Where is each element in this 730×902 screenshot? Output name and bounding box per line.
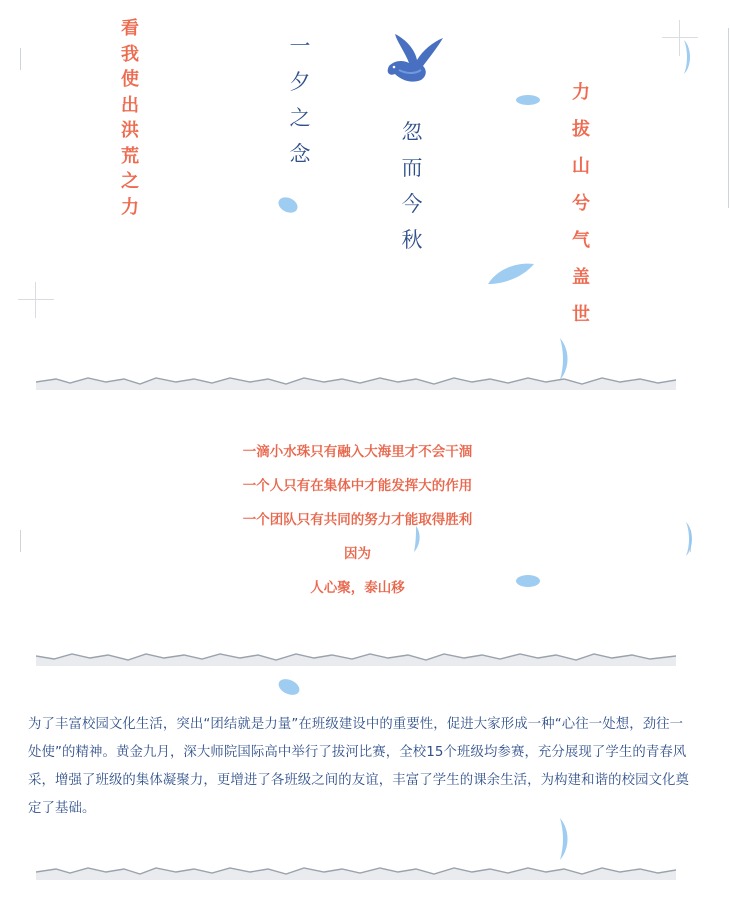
poem-char: 念 (289, 142, 311, 166)
title-char: 之 (121, 171, 139, 192)
quote-block (190, 435, 525, 605)
crosshair-icon (18, 282, 54, 318)
poem-char: 之 (289, 106, 311, 130)
torn-paper-edge (36, 370, 676, 392)
quote-line: 一个团队只有共同的努力才能取得胜利 (242, 512, 473, 528)
bird-icon (381, 30, 447, 90)
feather-icon (276, 194, 300, 216)
title-char: 盖 (572, 267, 590, 288)
poem-column-2 (398, 114, 426, 258)
quote-line: 一个人只有在集体中才能发挥大的作用 (242, 478, 473, 494)
title-char: 力 (572, 82, 590, 103)
title-char: 山 (572, 156, 590, 177)
body-paragraph: 为了丰富校园文化生活，突出“团结就是力量”在班级建设中的重要性，促进大家形成一种“心往一处想，劲往一处使”的精神。黄金九月，深大师院国际高中举行了拔河比赛，全校15个班级均参赛，充分展现了学生的青春风采，增强了班级的集体凝聚力，更增进了各班级之间的友谊，丰富了学生的课余生活，为构建和谐的校园文化奠定了基础。 (28, 717, 690, 816)
poem-char: 忽 (401, 120, 423, 144)
feather-icon (682, 520, 696, 558)
title-char: 兮 (572, 193, 590, 214)
feather-icon (484, 260, 538, 288)
title-char: 我 (121, 43, 139, 65)
quote-line: 因为 (344, 546, 371, 562)
title-char: 荒 (121, 145, 139, 167)
poem-char: 今 (401, 192, 423, 216)
quote-line: 一滴小水珠只有融入大海里才不会干涸 (242, 444, 473, 460)
title-char: 看 (121, 18, 139, 39)
feather-icon (276, 676, 302, 698)
torn-paper-edge (36, 646, 676, 668)
feather-icon (680, 38, 694, 76)
title-char: 力 (121, 196, 139, 218)
poem-column-1 (286, 28, 314, 172)
title-char: 出 (121, 94, 139, 116)
feather-icon (514, 92, 542, 108)
poem-char: 秋 (401, 228, 423, 252)
title-char: 洪 (121, 120, 139, 141)
title-char: 使 (121, 69, 139, 90)
poem-char: 夕 (289, 70, 311, 94)
margin-guide (20, 48, 21, 70)
vertical-title-right (569, 74, 593, 333)
vertical-title-left (118, 16, 142, 220)
margin-guide (728, 28, 729, 208)
quote-line: 人心聚，泰山移 (310, 580, 405, 596)
poem-char: 一 (289, 34, 311, 58)
title-char: 气 (572, 230, 590, 251)
poem-char: 而 (401, 156, 423, 180)
title-char: 世 (572, 304, 590, 325)
margin-guide (20, 530, 21, 552)
torn-paper-edge (36, 860, 676, 882)
title-char: 拔 (572, 119, 590, 140)
